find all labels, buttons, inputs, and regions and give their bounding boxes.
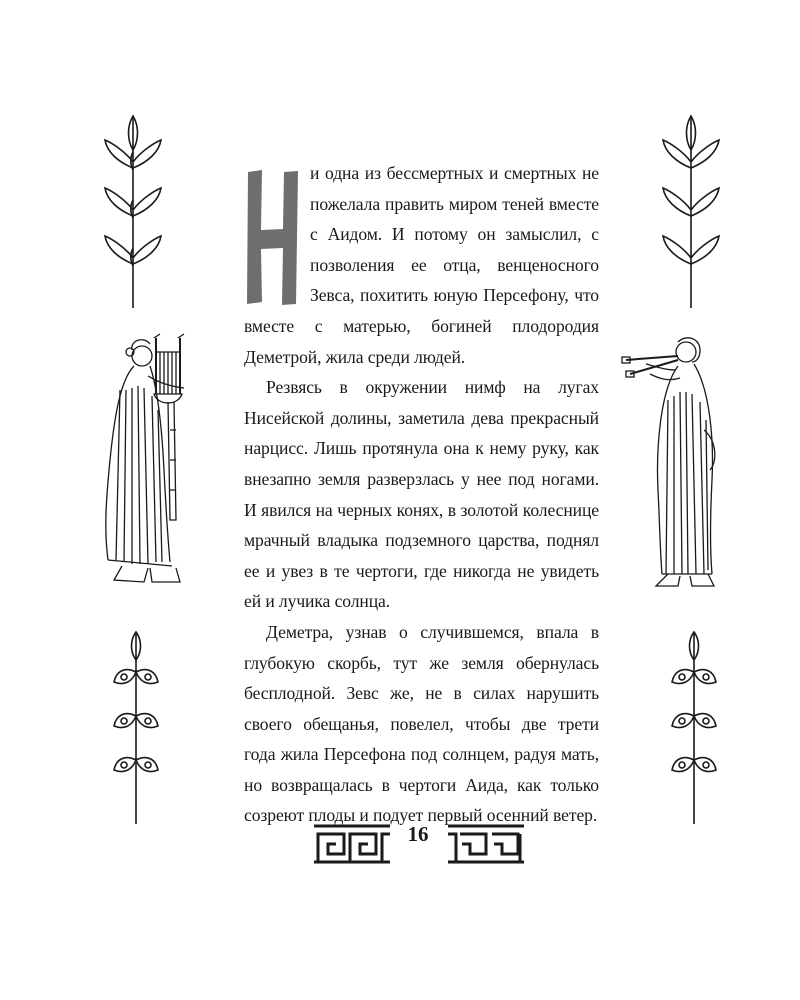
laurel-branch-icon [660, 112, 722, 312]
dropcap-letter [244, 168, 300, 308]
paragraph-1: и одна из бессмертных и смертных не пожелала править миром теней вместе с Аидом. И потому он замыслил, с позволения ее отца, венценосного Зевса, похитить юную Персефону, что вместе с матерью, богиней плодородия Деметрой, жила среди людей. [244, 163, 599, 367]
olive-branch-icon [112, 628, 160, 828]
body-text [244, 158, 599, 831]
greek-aulos-player-figure [620, 330, 720, 595]
laurel-branch-icon [102, 112, 164, 312]
paragraph-3: Деметра, узнав о случившемся, впала в глубокую скорбь, тут же земля обернулась бесплодной. Зевс же, не в силах нарушить своего обещанья, повелел, чтобы две трети года жила Персефона под солнцем, радуя мать, но возвращалась в чертоги Аида, как только созреют плоды и подует первый осенний ветер. [244, 621, 599, 826]
greek-lyre-player-figure [100, 330, 200, 595]
page-number: 16 [407, 822, 429, 846]
paragraph-2: Резвясь в окружении нимф на лугах Нисейской долины, заметила дева прекрасный нарцисс. Лишь протянула она к нему руку, как внезапно земля разверзлась у нее под ногами. И явился на черных конях, в золотой колеснице мрачный владыка подземного царства, поднял ее и увез в те чертоги, где никогда не увидеть ей и лучика солнца. [244, 377, 599, 612]
olive-branch-icon [670, 628, 718, 828]
